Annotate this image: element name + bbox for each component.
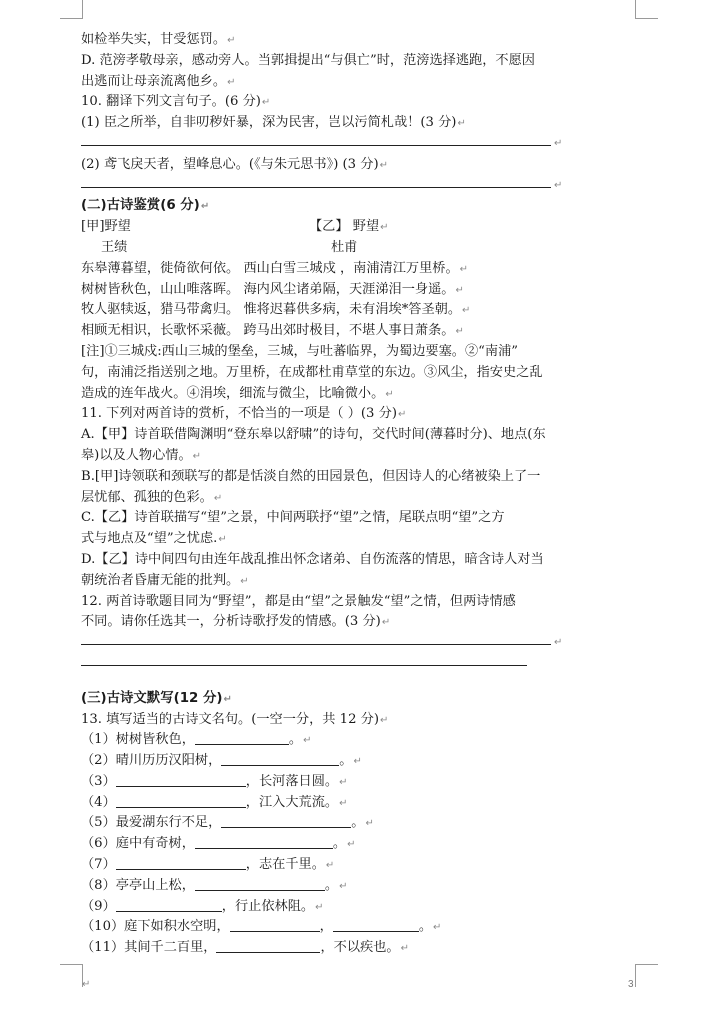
fill-item-5: （5）最爱湖东行不足， 。↵ [81, 815, 374, 831]
fill-blank[interactable] [216, 938, 320, 953]
fill-item-3: （3） ，长河落日圆。↵ [81, 773, 348, 789]
note-line: 句，南浦泛指送别之地。万里桥，在成都杜甫草堂的东边。③风尘，指安史之乱 [81, 364, 543, 380]
text-line: 如检举失实，甘受惩罚。↵ [81, 32, 236, 47]
fill-blank[interactable] [116, 855, 246, 870]
fill-item-2: （2）晴川历历汉阳树， 。↵ [81, 753, 362, 769]
poem-authors: 王绩 杜甫 [101, 239, 358, 255]
fill-item-9: （9） ，行止依林阻。↵ [81, 898, 324, 914]
fill-blank[interactable] [221, 813, 351, 828]
option-c: C.【乙】诗首联描写“望”之景，中间两联抒“望”之情，尾联点明“望”之方 [81, 510, 505, 526]
section-heading-recitation: (三)古诗文默写(12 分)↵ [81, 690, 232, 706]
fill-item-6: （6）庭中有奇树， 。↵ [81, 836, 356, 852]
poem-line: 树树皆秋色，山山唯落晖。 海内风尘诸弟隔，天涯涕泪一身遥。↵ [81, 281, 464, 297]
poem-line: 相顾无相识，长歌怀采薇。 跨马出郊时极目，不堪人事日萧条。↵ [81, 323, 464, 339]
text-line: 出逃而让母亲流离他乡。↵ [81, 73, 236, 89]
fill-item-7: （7） ，志在千里。↵ [81, 857, 335, 873]
question-10: 10. 翻译下列文言句子。(6 分)↵ [81, 94, 271, 110]
fill-blank[interactable] [333, 917, 419, 932]
question-13: 13. 填写适当的古诗文名句。(一空一分，共 12 分)↵ [81, 711, 389, 727]
answer-line[interactable] [81, 654, 641, 675]
fill-blank[interactable] [230, 917, 320, 932]
fill-item-11: （11）其间千二百里， ，不以疾也。↵ [81, 940, 409, 956]
paragraph-mark: ↵ [82, 979, 91, 990]
fill-item-8: （8）亭亭山上松， 。↵ [81, 877, 348, 893]
crop-mark-bottom-left [60, 964, 83, 987]
fill-item-1: （1）树树皆秋色， 。↵ [81, 732, 312, 748]
option-b: 层忧郁、孤独的色彩。↵ [81, 489, 223, 505]
question-11: 11. 下列对两首诗的赏析，不恰当的一项是（ ）(3 分)↵ [81, 406, 407, 422]
answer-line[interactable]: ↵ [81, 134, 641, 155]
poem-line: 牧人驱犊返，猎马带禽归。 惟将迟暮供多病，未有涓埃*答圣朝。↵ [81, 302, 471, 318]
option-d: D.【乙】诗中间四句由连年战乱推出怀念诸弟、自伤流落的情思，暗含诗人对当 [81, 551, 544, 567]
note-line: 造成的连年战火。④涓埃，细流与微尘，比喻微小。↵ [81, 385, 394, 401]
fill-blank[interactable] [195, 876, 325, 891]
question-12: 不同。请你任选其一，分析诗歌抒发的情感。(3 分)↵ [81, 614, 391, 630]
answer-line[interactable]: ↵ [81, 176, 641, 197]
crop-mark-top-right [635, 0, 658, 19]
fill-blank[interactable] [116, 897, 222, 912]
question-12: 12. 两首诗歌题目同为“野望”，都是由“望”之景触发“望”之情，但两诗情感 [81, 593, 516, 609]
option-d: 朝统治者昏庸无能的批判。↵ [81, 572, 249, 588]
fill-blank[interactable] [116, 772, 246, 787]
option-a: A.【甲】诗首联借陶渊明“登东皋以舒啸”的诗句，交代时间(薄暮时分)、地点(东 [81, 427, 546, 443]
page-number: 3 [628, 979, 634, 990]
option-c: 式与地点及“望”之忧虑.↵ [81, 531, 227, 547]
option-a: 皋)以及人物心情。↵ [81, 447, 202, 463]
fill-blank[interactable] [221, 751, 339, 766]
crop-mark-bottom-right [635, 964, 658, 987]
fill-item-4: （4） ，江入大荒流。↵ [81, 794, 348, 810]
fill-item-10: （10）庭下如积水空明， ， 。↵ [81, 919, 442, 935]
fill-blank[interactable] [195, 834, 333, 849]
document-body [81, 30, 641, 959]
question-10-1: (1) 臣之所举，自非叨秽奸暴，深为民害，岂以污简札哉！(3 分)↵ [81, 115, 466, 131]
fill-blank[interactable] [116, 793, 246, 808]
poem-line: 东皋薄暮望，徙倚欲何依。 西山白雪三城戍 ，南浦清江万里桥。↵ [81, 260, 469, 276]
question-10-2: (2) 鸢飞戾天者，望峰息心。(《与朱元思书》) (3 分)↵ [81, 156, 388, 172]
fill-blank[interactable] [195, 730, 289, 745]
option-b: B.[甲]诗领联和颈联写的都是恬淡自然的田园景色，但因诗人的心绪被染上了一 [81, 468, 541, 484]
option-d-line: D. 范滂孝敬母亲，感动旁人。当郭揖提出“与俱亡”时，范滂选择逃跑，不愿因 [81, 52, 535, 68]
crop-mark-top-left [60, 0, 83, 19]
answer-line[interactable]: ↵ [81, 633, 641, 654]
poem-titles: [甲]野望 【乙】 野望↵ [81, 219, 389, 235]
section-heading-poetry: (二)古诗鉴赏(6 分)↵ [81, 198, 210, 214]
note-line: [注]①三城戍:西山三城的堡垒，三城，与吐蕃临界，为蜀边要塞。②“南浦” [81, 343, 519, 359]
